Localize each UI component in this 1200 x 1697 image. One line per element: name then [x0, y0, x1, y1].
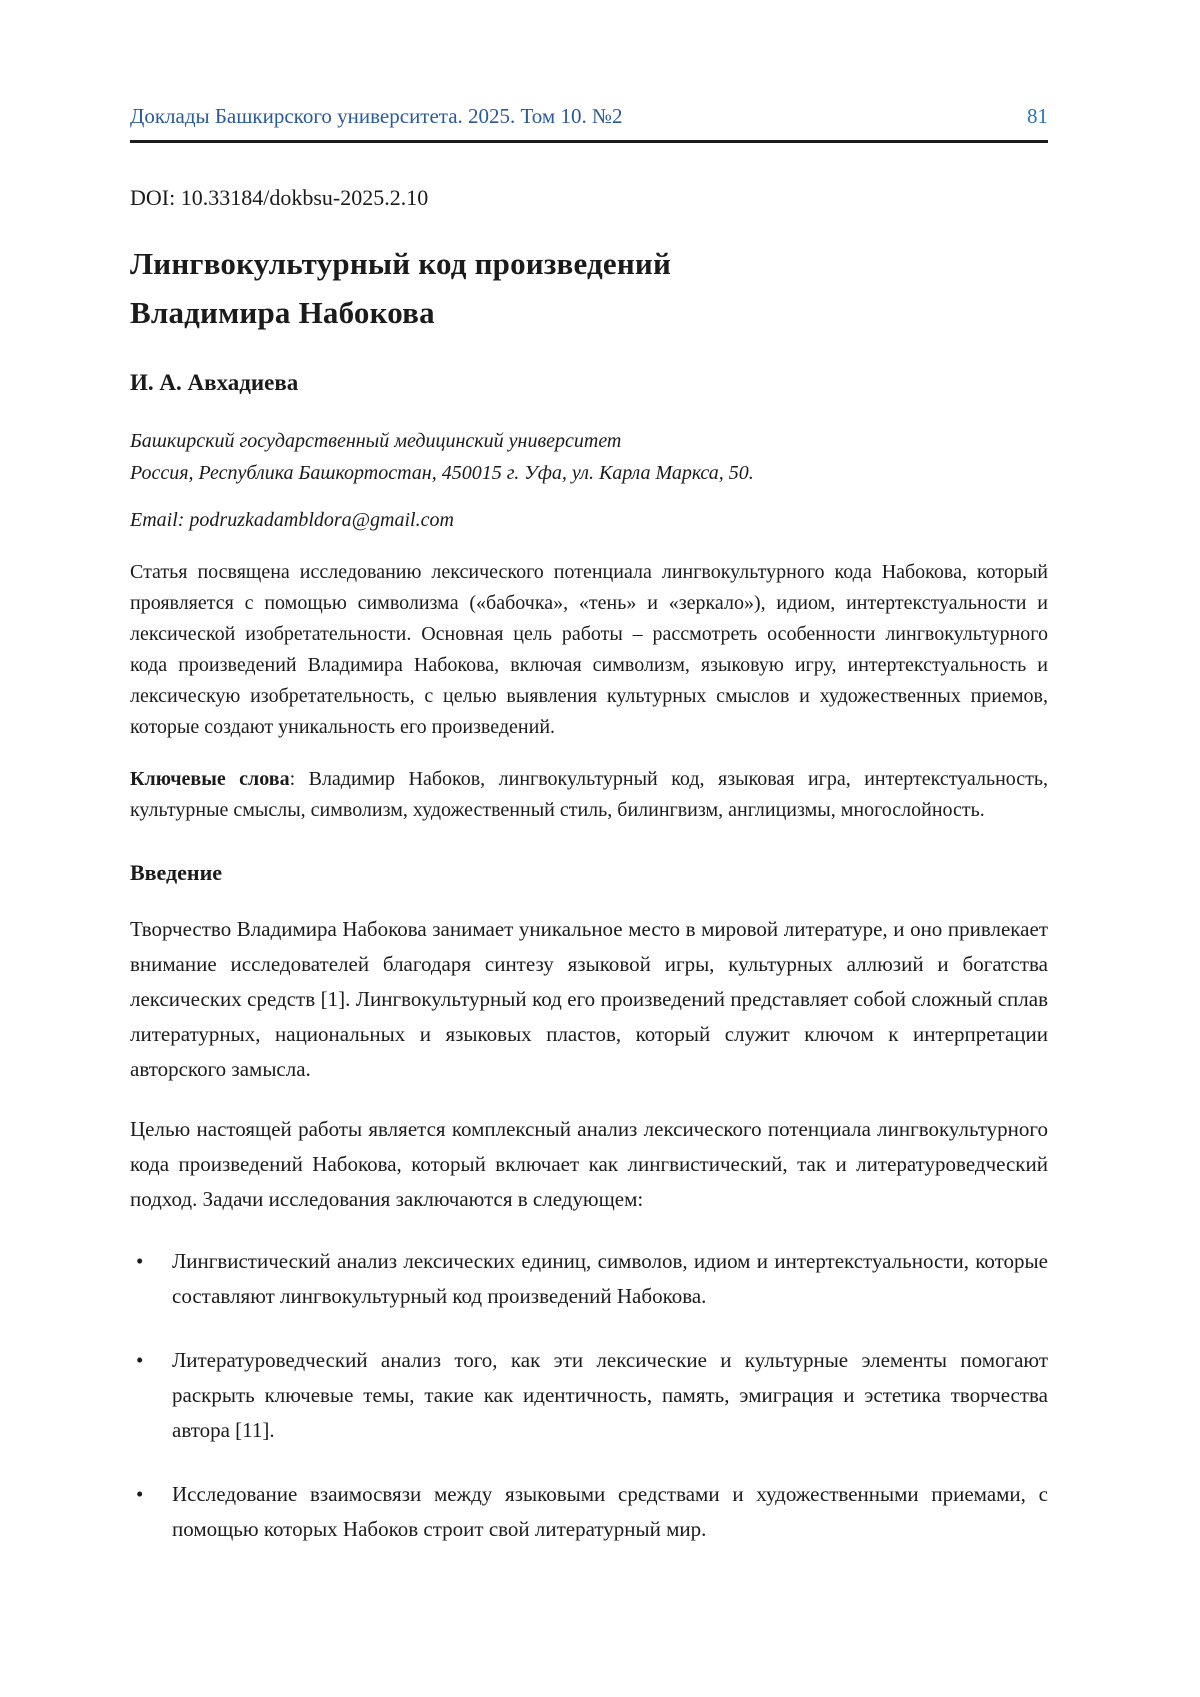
doi-line: DOI: 10.33184/dokbsu-2025.2.10 — [130, 185, 429, 210]
list-item-text: Литературоведческий анализ того, как эти лексические и культурные элементы помогают раскрыть ключевые темы, такие как идентичность, память, эмиграция и эстетика творчества автора [11]. — [172, 1348, 1048, 1442]
article-title-line-1: Лингвокультурный код произведений — [130, 246, 672, 281]
text-column — [130, 0, 1048, 1547]
author-email: Email: podruzkadambldora@gmail.com — [130, 509, 454, 531]
section-heading-introduction: Введение — [130, 860, 223, 885]
article-title-line-2: Владимира Набокова — [130, 295, 435, 330]
bullet-icon: • — [136, 1249, 144, 1273]
keywords-text: : Владимир Набоков, лингвокультурный код, языковая игра, интертекстуальность, культурные смыслы, символизм, художественный стиль, билингвизм, англицизмы, многослойность. — [130, 768, 1049, 821]
article-title — [130, 239, 1048, 337]
list-item — [130, 1343, 1048, 1448]
introduction-paragraph-1: Творчество Владимира Набокова занимает уникальное место в мировой литературе, и оно привлекает внимание исследователей благодаря синтезу языковой игры, культурных аллюзий и богатства лексических средств [1]. Лингвокультурный код его произведений представляет собой сложный сплав литературных, национальных и языковых пластов, который служит ключом к интерпретации авторского замысла. — [130, 917, 1048, 1081]
header-rule — [130, 140, 1048, 143]
running-head — [130, 0, 1048, 130]
affiliation-line-1: Башкирский государственный медицинский университет — [130, 430, 622, 452]
affiliation — [130, 425, 1048, 489]
keywords-paragraph — [130, 764, 1048, 826]
affiliation-line-2: Россия, Республика Башкортостан, 450015 г. Уфа, ул. Карла Маркса, 50. — [130, 462, 754, 484]
task-list — [130, 1244, 1048, 1547]
journal-header: Доклады Башкирского университета. 2025. Том 10. №2 — [130, 104, 623, 128]
bullet-icon: • — [136, 1482, 144, 1506]
list-item — [130, 1477, 1048, 1547]
abstract-paragraph: Статья посвящена исследованию лексического потенциала лингвокультурного кода Набокова, который проявляется с помощью символизма («бабочка», «тень» и «зеркало»), идиом, интертекстуальности и лексической изобретательности. Основная цель работы – рассмотреть особенности лингвокультурного кода произведений Владимира Набокова, включая символизм, языковую игру, интертекстуальность и лексическую изобретательность, с целью выявления культурных смыслов и художественных приемов, которые создают уникальность его произведений. — [130, 561, 1048, 738]
list-item-text: Лингвистический анализ лексических единиц, символов, идиом и интертекстуальности, которые составляют лингвокультурный код произведений Набокова. — [172, 1249, 1048, 1308]
keywords-label: Ключевые слова — [130, 768, 290, 790]
introduction-paragraph-2: Целью настоящей работы является комплексный анализ лексического потенциала лингвокультурного кода произведений Набокова, который включает как лингвистический, так и литературоведческий подход. Задачи исследования заключаются в следующем: — [130, 1117, 1048, 1211]
list-item-text: Исследование взаимосвязи между языковыми средствами и художественными приемами, с помощью которых Набоков строит свой литературный мир. — [172, 1482, 1048, 1541]
bullet-icon: • — [136, 1348, 144, 1372]
author-name: И. А. Авхадиева — [130, 370, 299, 395]
list-item — [130, 1244, 1048, 1314]
page-number: 81 — [1027, 104, 1048, 128]
